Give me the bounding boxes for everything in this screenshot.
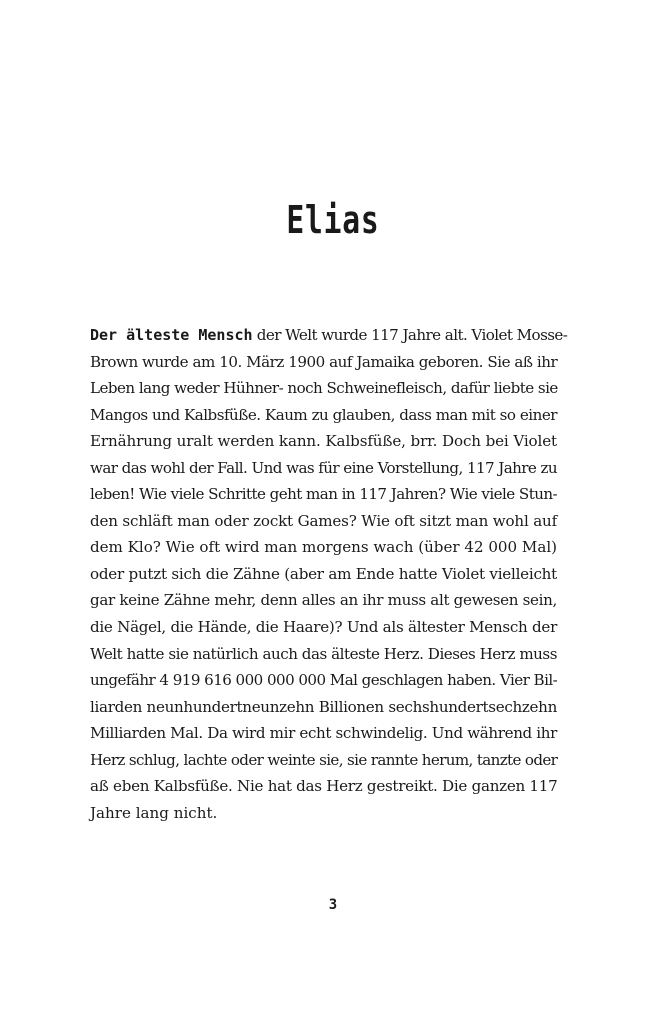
text-line: aß eben Kalbsfüße. Nie hat das Herz gestreikt. Die ganzen 117	[90, 777, 558, 796]
text-line: Herz schlug, lachte oder weinte sie, sie rannte herum, tanzte oder	[90, 750, 558, 769]
text-line: Leben lang weder Hühner- noch Schweinefleisch, dafür liebte sie	[90, 379, 558, 398]
body-paragraph	[90, 322, 568, 826]
text-line: liarden neunhundertneunzehn Billionen sechshundertsechzehn	[90, 697, 557, 716]
text-line: Mangos und Kalbsfüße. Kaum zu glauben, dass man mit so einer	[90, 405, 557, 424]
text-line: die Nägel, die Hände, die Haare)? Und als ältester Mensch der	[90, 618, 557, 637]
text-line	[90, 322, 568, 349]
text-line: war das wohl der Fall. Und was für eine Vorstellung, 117 Jahre zu	[90, 458, 557, 477]
text-line: gar keine Zähne mehr, denn alles an ihr muss alt gewesen sein,	[90, 591, 557, 610]
text-line: Welt hatte sie natürlich auch das älteste Herz. Dieses Herz muss	[90, 644, 557, 663]
text-line: leben! Wie viele Schritte geht man in 117 Jahren? Wie viele Stun-	[90, 485, 558, 504]
text-line: Jahre lang nicht.	[90, 803, 218, 822]
text-line: den schläft man oder zockt Games? Wie oft sitzt man wohl auf	[90, 511, 557, 530]
chapter-title: Elias	[286, 198, 380, 242]
text-line: Ernährung uralt werden kann. Kalbsfüße, brr. Doch bei Violet	[90, 432, 557, 451]
text-line: Milliarden Mal. Da wird mir echt schwindelig. Und während ihr	[90, 724, 557, 743]
page-number: 3	[328, 897, 338, 913]
text-line: dem Klo? Wie oft wird man morgens wach (über 42 000 Mal)	[90, 538, 557, 557]
lead-in-text: Der älteste Mensch	[90, 326, 253, 344]
text-line: oder putzt sich die Zähne (aber am Ende hatte Violet vielleicht	[90, 564, 557, 583]
text-line: Brown wurde am 10. März 1900 auf Jamaika geboren. Sie aß ihr	[90, 352, 558, 371]
text-line: ungefähr 4 919 616 000 000 000 Mal geschlagen haben. Vier Bil-	[90, 671, 558, 690]
text-line-rest: der Welt wurde 117 Jahre alt. Violet Mosse-	[252, 326, 568, 344]
